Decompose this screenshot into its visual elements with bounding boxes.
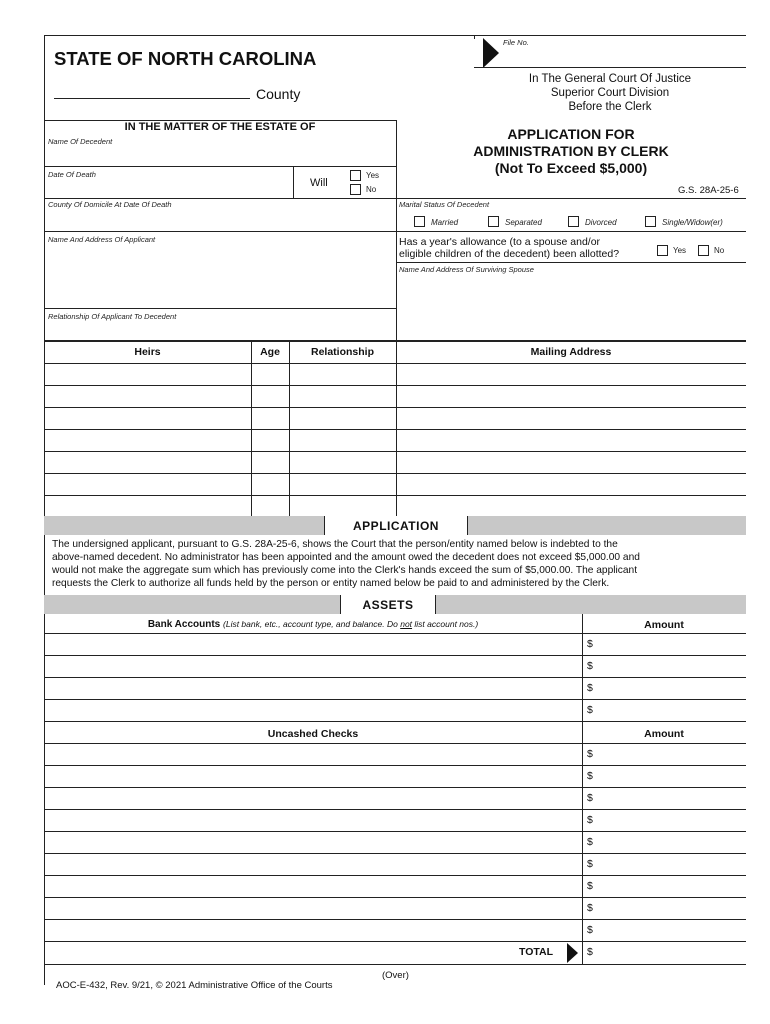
check-dollar: $ (587, 858, 593, 870)
relationship-header: Relationship (310, 346, 374, 358)
applicant-field[interactable] (44, 308, 396, 309)
bank-note-not: not (400, 619, 413, 629)
top-border (44, 35, 746, 36)
form-id: AOC-E-432, Rev. 9/21, © 2021 Administrative Office of the Courts (56, 980, 333, 991)
county-domicile-field[interactable] (44, 231, 396, 232)
check-row[interactable] (44, 853, 746, 854)
spouse-label: Name And Address Of Surviving Spouse (399, 265, 534, 274)
total-dollar: $ (587, 946, 593, 958)
decedent-name-field[interactable] (44, 166, 396, 167)
application-line-4: requests the Clerk to authorize all funds held by the person or entity named below be paid to and administered by the Clerk. (52, 578, 610, 589)
bank-accounts-title: Bank Accounts (147, 619, 221, 630)
will-no-label: No (366, 185, 377, 194)
court-line-2: Superior Court Division (550, 87, 670, 99)
check-dollar: $ (587, 770, 593, 782)
form-title-line-1: APPLICATION FOR (507, 126, 635, 142)
file-no-label: File No. (503, 38, 529, 47)
date-of-death-label: Date Of Death (48, 170, 96, 179)
form-title-line-2: ADMINISTRATION BY CLERK (473, 143, 669, 159)
will-label: Will (310, 177, 328, 189)
total-arrow-icon (567, 943, 578, 963)
bank-row[interactable] (44, 721, 746, 722)
estate-title: IN THE MATTER OF THE ESTATE OF (124, 121, 316, 133)
relationship-label: Relationship Of Applicant To Decedent (48, 312, 177, 321)
age-col-line (251, 340, 252, 516)
checks-amount-header: Amount (644, 728, 684, 740)
date-death-line (44, 198, 746, 199)
will-divider (293, 166, 294, 198)
marital-status-label: Marital Status Of Decedent (399, 200, 490, 209)
state-title: STATE OF NORTH CAROLINA (54, 48, 317, 69)
county-label: County (256, 86, 301, 102)
marital-line (396, 231, 746, 232)
check-row[interactable] (44, 897, 746, 898)
check-row[interactable] (44, 831, 746, 832)
court-line-1: In The General Court Of Justice (528, 73, 692, 85)
allowance-line-1: Has a year's allowance (to a spouse and/or (399, 236, 601, 248)
applicant-label: Name And Address Of Applicant (48, 235, 156, 244)
court-line-3: Before the Clerk (568, 101, 652, 113)
allowance-line-2: eligible children of the decedent) been allotted? (399, 247, 620, 260)
application-title: APPLICATION (353, 519, 439, 533)
bank-dollar: $ (587, 638, 593, 650)
over-label: (Over) (382, 970, 409, 981)
allowance-no-checkbox[interactable] (698, 245, 709, 256)
bank-dollar: $ (587, 682, 593, 694)
bank-row[interactable] (44, 699, 746, 700)
bank-note-post: list account nos.) (412, 619, 479, 629)
amount-col-line (582, 614, 583, 965)
single-widow-checkbox[interactable] (645, 216, 656, 227)
bank-dollar: $ (587, 660, 593, 672)
check-dollar: $ (587, 836, 593, 848)
single-widow-label: Single/Widow(er) (662, 218, 723, 227)
statute-ref: G.S. 28A-25-6 (678, 185, 739, 196)
total-label: TOTAL (519, 946, 554, 958)
heir-row[interactable] (44, 407, 746, 408)
bank-header-line (44, 633, 746, 634)
check-dollar: $ (587, 792, 593, 804)
heir-row[interactable] (44, 451, 746, 452)
mailing-address-header: Mailing Address (530, 346, 612, 358)
check-row[interactable] (44, 809, 746, 810)
heirs-top-line (44, 340, 746, 342)
allowance-yes-label: Yes (673, 246, 687, 255)
application-line-1: The undersigned applicant, pursuant to G.S. 28A-25-6, shows the Court that the person/entity named below is indebted to the (52, 539, 618, 550)
bank-row[interactable] (44, 655, 746, 656)
heir-row[interactable] (44, 495, 746, 496)
heirs-header-line (44, 363, 746, 364)
total-line[interactable] (44, 964, 746, 965)
married-label: Married (431, 218, 459, 227)
decedent-name-label: Name Of Decedent (48, 137, 113, 146)
uncashed-checks-header: Uncashed Checks (267, 728, 359, 740)
bank-note-pre: (List bank, etc., account type, and balance. Do (223, 619, 401, 629)
bank-row[interactable] (44, 677, 746, 678)
bank-dollar: $ (587, 704, 593, 716)
check-row[interactable] (44, 919, 746, 920)
court-info (474, 72, 746, 114)
heir-row[interactable] (44, 385, 746, 386)
heir-row[interactable] (44, 473, 746, 474)
will-no-checkbox[interactable] (350, 184, 361, 195)
heir-row[interactable] (44, 429, 746, 430)
allowance-no-label: No (714, 246, 725, 255)
separated-checkbox[interactable] (488, 216, 499, 227)
application-text (52, 538, 640, 590)
age-header: Age (260, 346, 280, 358)
heirs-header: Heirs (134, 346, 161, 358)
county-line[interactable] (54, 98, 250, 99)
left-border (44, 35, 45, 985)
county-domicile-label: County Of Domicile At Date Of Death (48, 200, 172, 209)
file-no-tick (474, 35, 475, 39)
form-title-line-3: (Not To Exceed $5,000) (494, 160, 648, 176)
allowance-yes-checkbox[interactable] (657, 245, 668, 256)
file-no-line (474, 67, 746, 68)
relationship-col-line (289, 340, 290, 516)
bank-amount-header: Amount (644, 619, 684, 631)
married-checkbox[interactable] (414, 216, 425, 227)
address-col-line (396, 340, 397, 516)
check-row[interactable] (44, 941, 746, 942)
check-dollar: $ (587, 748, 593, 760)
file-no-arrow-icon (483, 38, 499, 68)
will-yes-checkbox[interactable] (350, 170, 361, 181)
allowance-line (396, 262, 746, 263)
check-row[interactable] (44, 875, 746, 876)
separated-label: Separated (505, 218, 542, 227)
check-dollar: $ (587, 880, 593, 892)
check-row[interactable] (44, 787, 746, 788)
check-dollar: $ (587, 814, 593, 826)
check-row[interactable] (44, 765, 746, 766)
divorced-label: Divorced (585, 218, 617, 227)
form-title (396, 126, 746, 177)
application-line-3: would not make the aggregate sum which has previously come into the Clerk's hands exceed the sum of $5,000.00. The applicant (52, 565, 638, 576)
bank-accounts-header (44, 619, 582, 630)
checks-header-line (44, 743, 746, 744)
divorced-checkbox[interactable] (568, 216, 579, 227)
check-dollar: $ (587, 902, 593, 914)
assets-title: ASSETS (362, 598, 414, 612)
application-line-2: above-named decedent. No administrator has been appointed and the amount owed the decedent does not exceed $5,000.00 and (52, 552, 640, 563)
will-yes-label: Yes (366, 171, 380, 180)
allowance-question (399, 237, 619, 260)
check-dollar: $ (587, 924, 593, 936)
